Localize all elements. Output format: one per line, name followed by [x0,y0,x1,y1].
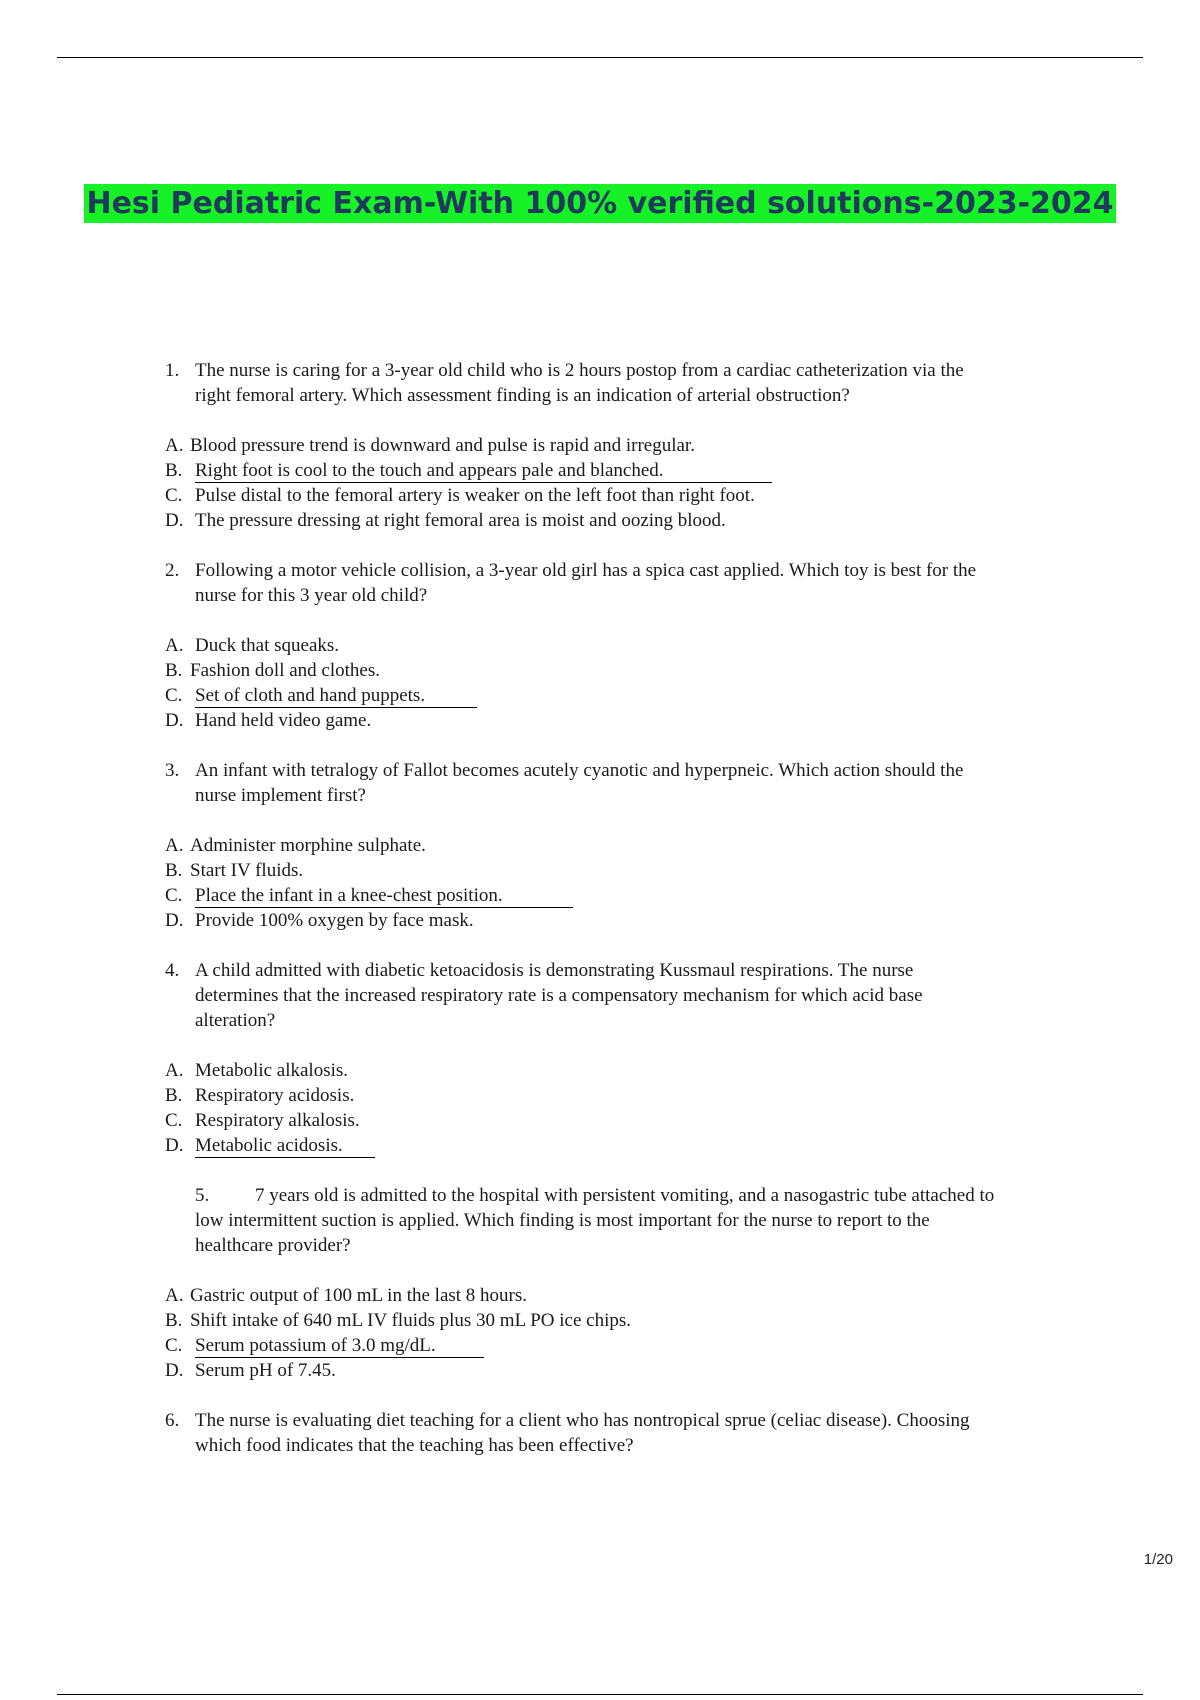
option-text: Provide 100% oxygen by face mask. [195,910,474,931]
option-text: Hand held video game. [195,710,372,731]
option-2d [165,708,995,733]
option-5a [165,1283,995,1308]
option-letter: B. [165,460,183,481]
title-highlight: Hesi Pediatric Exam-With 100% verified solutions-2023-2024 [86,186,1114,221]
option-letter: D. [165,1360,184,1381]
correct-answer: Metabolic acidosis. [195,1133,375,1158]
question-2 [165,558,995,608]
question-text: A child admitted with diabetic ketoacidosis is demonstrating Kussmaul respirations. The nurse determines that the increased respiratory rate is a compensatory mechanism for which acid base alteration? [195,960,923,1031]
option-text: Fashion doll and clothes. [190,660,380,681]
question-3 [165,758,995,808]
correct-answer: Place the infant in a knee-chest position. [195,883,573,908]
option-1d [165,508,995,533]
option-text: Administer morphine sulphate. [190,835,426,856]
option-text: Respiratory alkalosis. [195,1110,360,1131]
question-text-block [195,1183,995,1258]
option-text: Blood pressure trend is downward and pulse is rapid and irregular. [190,435,695,456]
option-2b [165,658,995,683]
option-2c [165,683,995,708]
option-3c [165,883,995,908]
option-text: The pressure dressing at right femoral area is moist and oozing blood. [195,510,726,531]
option-5b [165,1308,995,1333]
option-3b [165,858,995,883]
option-text: Shift intake of 640 mL IV fluids plus 30 mL PO ice chips. [190,1310,632,1331]
option-text: Duck that squeaks. [195,635,340,656]
question-text: 7 years old is admitted to the hospital with persistent vomiting, and a nasogastric tube attached to low intermittent suction is applied. Which finding is most important for the nurse to report to the healthcare provider? [195,1185,995,1256]
option-letter: D. [165,1135,184,1156]
option-4c [165,1108,995,1133]
option-4b [165,1083,995,1108]
option-letter: B. [165,1085,183,1106]
option-4a [165,1058,995,1083]
option-2a [165,633,995,658]
question-6 [165,1408,995,1458]
options-1 [165,433,995,533]
option-letter: C. [165,485,183,506]
question-text: An infant with tetralogy of Fallot becomes acutely cyanotic and hyperpneic. Which action should the nurse implement first? [195,760,964,806]
option-letter: C. [165,1335,183,1356]
option-text: Gastric output of 100 mL in the last 8 hours. [190,1285,528,1306]
option-letter: A. [165,1060,184,1081]
question-number: 3. [165,760,180,781]
question-1 [165,358,995,408]
option-letter: C. [165,685,183,706]
option-letter: D. [165,510,184,531]
option-letter: B. [165,660,183,681]
question-4 [165,958,995,1033]
question-number: 2. [165,560,180,581]
option-letter: A. [165,435,184,456]
question-number: 4. [165,960,180,981]
option-letter: D. [165,710,184,731]
option-letter: B. [165,860,183,881]
top-rule [57,57,1143,58]
option-3d [165,908,995,933]
question-number: 1. [165,360,180,381]
options-2 [165,633,995,733]
option-text: Respiratory acidosis. [195,1085,355,1106]
option-text: Serum pH of 7.45. [195,1360,336,1381]
page-number: 1/20 [1143,1551,1173,1568]
option-letter: C. [165,885,183,906]
option-1a [165,433,995,458]
question-text: The nurse is evaluating diet teaching for a client who has nontropical sprue (celiac disease). Choosing which food indicates that the teaching has been effective? [195,1410,970,1456]
option-letter: D. [165,910,184,931]
question-list [165,358,995,1483]
question-number: 5. [195,1185,210,1206]
option-letter: A. [165,1285,184,1306]
option-letter: A. [165,835,184,856]
correct-answer: Set of cloth and hand puppets. [195,683,477,708]
option-5d [165,1358,995,1383]
options-3 [165,833,995,933]
options-4 [165,1058,995,1158]
options-5 [165,1283,995,1383]
option-text: Start IV fluids. [190,860,304,881]
question-text: Following a motor vehicle collision, a 3-year old girl has a spica cast applied. Which toy is best for the nurse for this 3 year old child? [195,560,977,606]
question-text: The nurse is caring for a 3-year old child who is 2 hours postop from a cardiac catheterization via the right femoral artery. Which assessment finding is an indication of arterial obstruction? [195,360,964,406]
correct-answer: Serum potassium of 3.0 mg/dL. [195,1333,484,1358]
document-title [0,182,1200,226]
option-letter: C. [165,1110,183,1131]
option-5c [165,1333,995,1358]
option-letter: B. [165,1310,183,1331]
bottom-rule [57,1694,1143,1695]
option-1b [165,458,995,483]
option-3a [165,833,995,858]
correct-answer: Right foot is cool to the touch and appears pale and blanched. [195,458,772,483]
option-text: Metabolic alkalosis. [195,1060,349,1081]
option-4d [165,1133,995,1158]
option-text: Pulse distal to the femoral artery is weaker on the left foot than right foot. [195,485,755,506]
option-1c [165,483,995,508]
question-5 [165,1183,995,1258]
option-letter: A. [165,635,184,656]
question-number: 6. [165,1410,180,1431]
